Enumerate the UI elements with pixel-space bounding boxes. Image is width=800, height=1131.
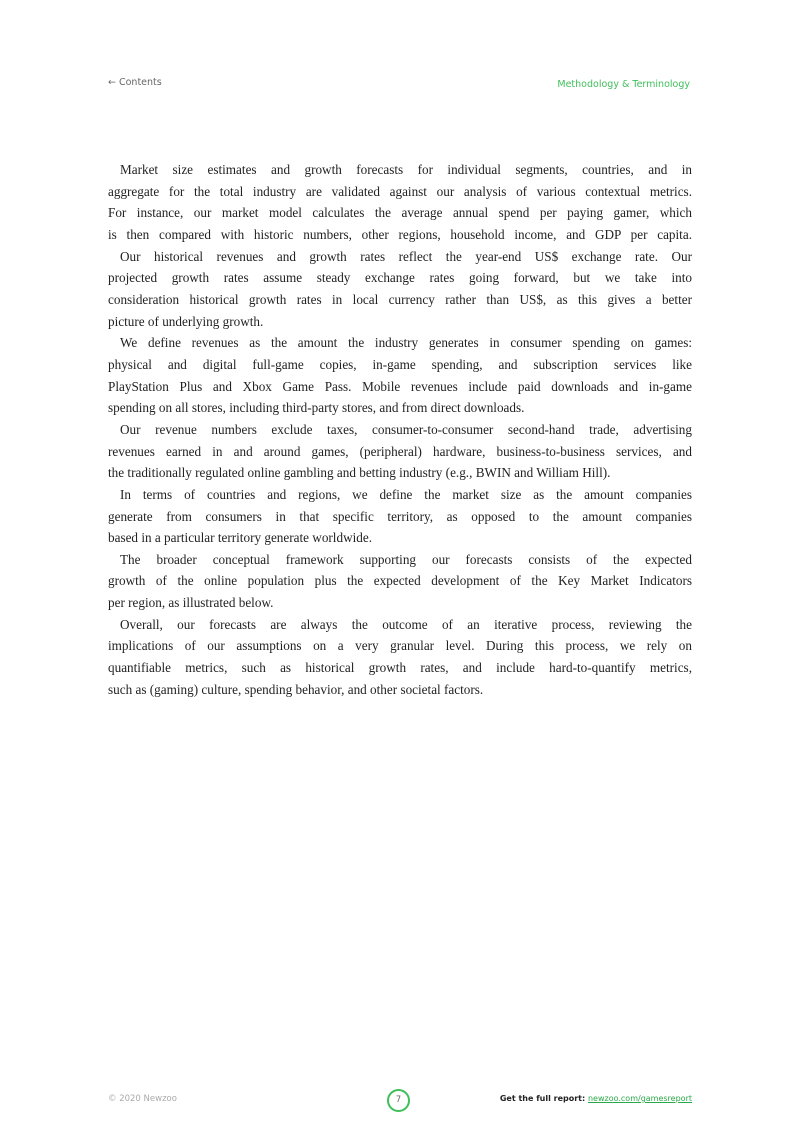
- text-line: is then compared with historic numbers, other regions, household income, and GDP per capita.: [108, 226, 692, 242]
- text-line: projected growth rates assume steady exchange rates going forward, but we take into: [108, 270, 692, 286]
- text-line: PlayStation Plus and Xbox Game Pass. Mobile revenues include paid downloads and in-game: [108, 378, 692, 394]
- text-line: Market size estimates and growth forecasts for individual segments, countries, and in: [120, 162, 692, 177]
- paragraph: [108, 332, 692, 419]
- text-line: picture of underlying growth.: [108, 313, 264, 329]
- text-line: such as (gaming) culture, spending behavior, and other societal factors.: [108, 681, 484, 697]
- text-line: We define revenues as the amount the industry generates in consumer spending on games:: [120, 335, 692, 351]
- text-line: per region, as illustrated below.: [108, 595, 274, 611]
- text-line: the traditionally regulated online gambling and betting industry (e.g., BWIN and William Hill).: [108, 465, 611, 481]
- paragraph: [108, 484, 692, 549]
- paragraph: [108, 159, 692, 246]
- full-report-cta: [500, 1094, 692, 1103]
- text-line: The broader conceptual framework supporting our forecasts consists of the expected: [120, 551, 692, 567]
- text-line: In terms of countries and regions, we define the market size as the amount companies: [120, 486, 692, 502]
- contents-link[interactable]: ← Contents: [108, 77, 162, 88]
- paragraph: [108, 246, 692, 333]
- paragraph: [108, 549, 692, 614]
- text-line: based in a particular territory generate worldwide.: [108, 530, 373, 546]
- text-line: Our revenue numbers exclude taxes, consumer-to-consumer second-hand trade, advertising: [120, 421, 692, 437]
- paragraph: [108, 419, 692, 484]
- text-line: aggregate for the total industry are validated against our analysis of various contextual metrics.: [108, 183, 692, 199]
- section-title: Methodology & Terminology: [557, 79, 690, 90]
- text-line: For instance, our market model calculates the average annual spend per paying gamer, which: [108, 205, 692, 221]
- text-line: quantifiable metrics, such as historical growth rates, and include hard-to-quantify metrics,: [108, 660, 692, 676]
- report-link[interactable]: newzoo.com/gamesreport: [587, 1094, 692, 1103]
- body-text: [108, 159, 692, 700]
- copyright: © 2020 Newzoo: [108, 1094, 177, 1104]
- text-line: growth of the online population plus the expected development of the Key Market Indicators: [108, 573, 692, 589]
- text-line: spending on all stores, including third-party stores, and from direct downloads.: [108, 400, 525, 416]
- text-line: generate from consumers in that specific territory, as opposed to the amount companies: [108, 508, 692, 524]
- page-number: 7: [387, 1089, 410, 1112]
- text-line: revenues earned in and around games, (peripheral) hardware, business-to-business services, and: [108, 443, 692, 459]
- text-line: consideration historical growth rates in local currency rather than US$, as this gives a better: [108, 291, 692, 307]
- text-line: physical and digital full-game copies, in-game spending, and subscription services like: [108, 356, 692, 372]
- paragraph: [108, 614, 692, 701]
- text-line: Overall, our forecasts are always the outcome of an iterative process, reviewing the: [120, 616, 692, 632]
- text-line: implications of our assumptions on a very granular level. During this process, we rely on: [108, 638, 692, 654]
- cta-label: Get the full report:: [499, 1094, 588, 1103]
- text-line: Our historical revenues and growth rates reflect the year-end US$ exchange rate. Our: [120, 248, 692, 264]
